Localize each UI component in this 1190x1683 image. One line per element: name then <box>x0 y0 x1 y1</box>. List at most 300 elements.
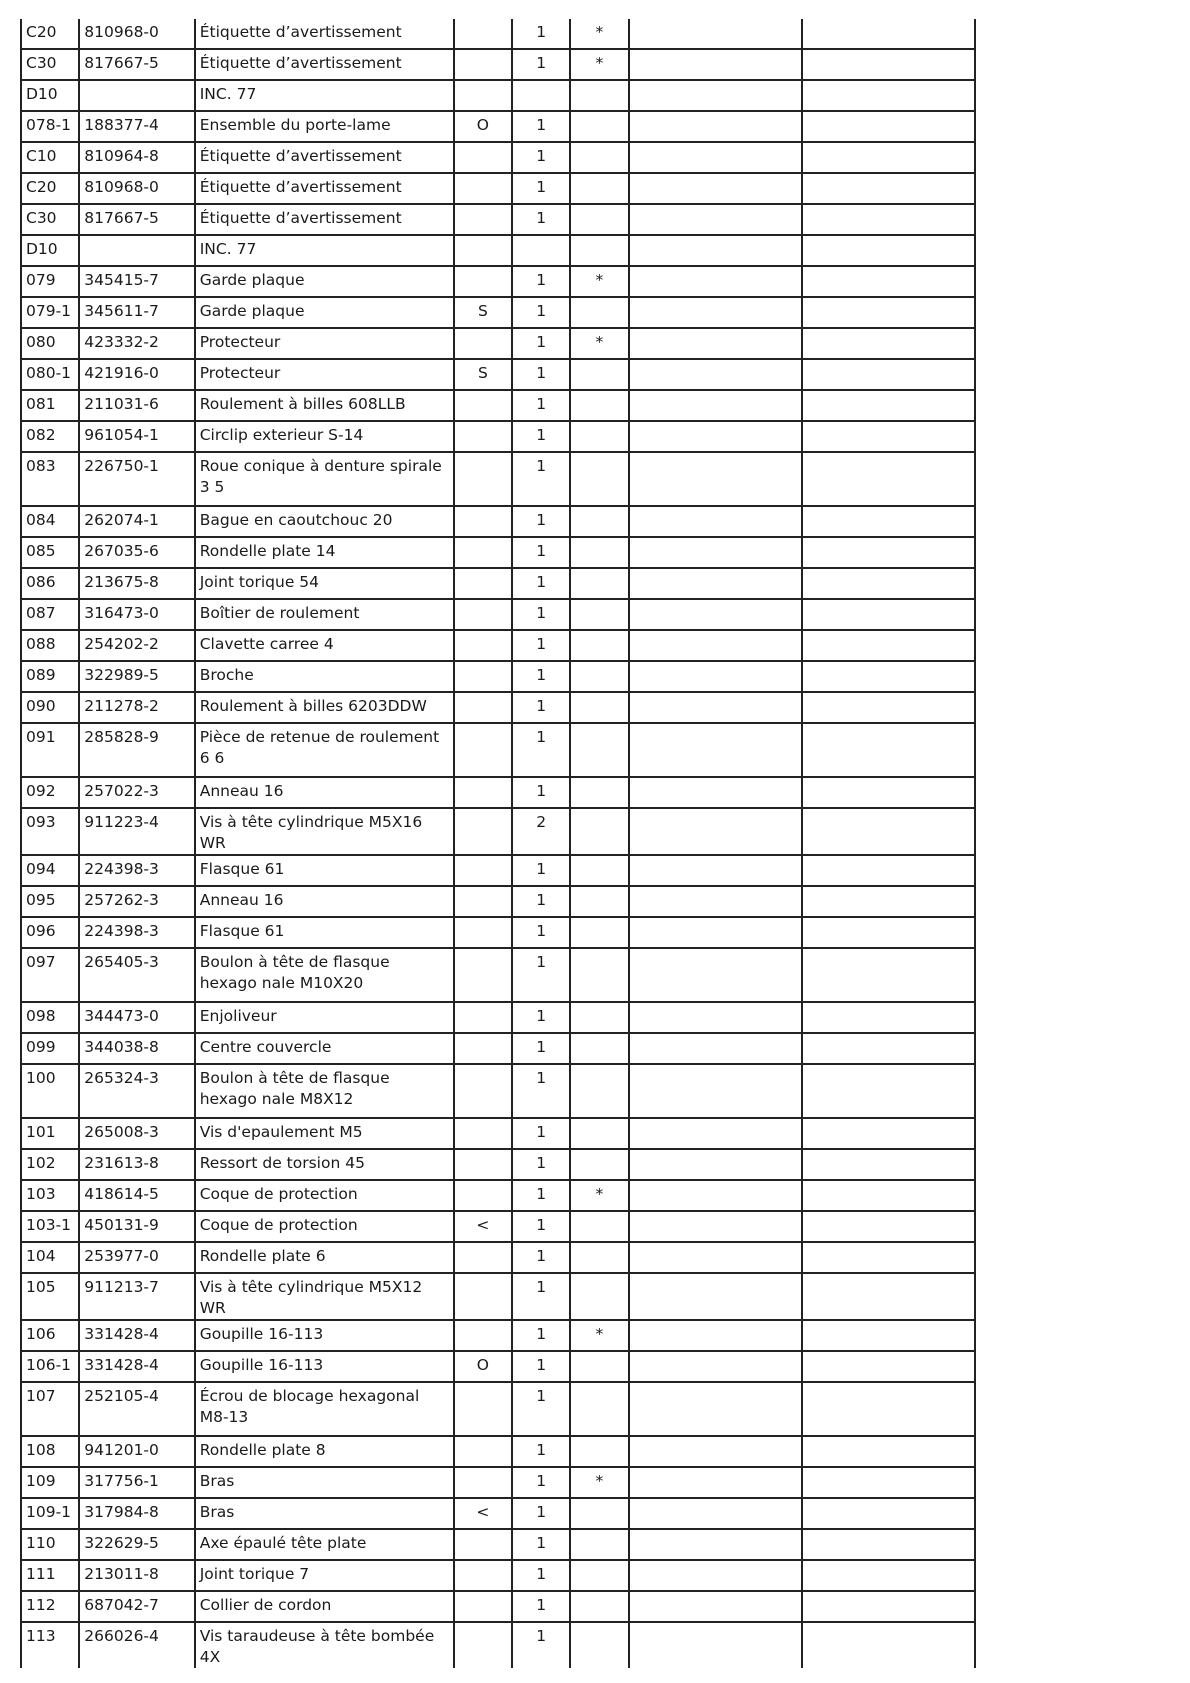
cell-description: Étiquette d’avertissement <box>195 173 454 204</box>
cell-item-number: 092 <box>21 777 79 808</box>
cell-description: Axe épaulé tête plate <box>195 1529 454 1560</box>
cell-part-number <box>79 80 194 111</box>
cell-description: Garde plaque <box>195 297 454 328</box>
cell-part-number: 961054-1 <box>79 421 194 452</box>
cell-description: Garde plaque <box>195 266 454 297</box>
cell-flag <box>454 777 512 808</box>
table-row <box>21 948 975 1002</box>
cell-blank <box>802 692 975 723</box>
table-row <box>21 235 975 266</box>
cell-quantity: 1 <box>512 204 570 235</box>
cell-blank <box>802 297 975 328</box>
cell-note <box>570 855 628 886</box>
cell-part-number <box>79 235 194 266</box>
cell-item-number: 094 <box>21 855 79 886</box>
cell-blank <box>802 948 975 1002</box>
cell-blank <box>802 173 975 204</box>
cell-flag <box>454 173 512 204</box>
cell-item-number: 079 <box>21 266 79 297</box>
cell-blank <box>629 855 803 886</box>
cell-blank <box>629 1498 803 1529</box>
cell-part-number: 941201-0 <box>79 1436 194 1467</box>
table-row <box>21 452 975 506</box>
cell-blank <box>802 1002 975 1033</box>
cell-quantity: 1 <box>512 49 570 80</box>
cell-flag <box>454 1273 512 1320</box>
table-row <box>21 111 975 142</box>
cell-part-number: 213675-8 <box>79 568 194 599</box>
cell-blank <box>802 1242 975 1273</box>
cell-blank <box>802 1560 975 1591</box>
cell-flag <box>454 1180 512 1211</box>
cell-blank <box>629 1351 803 1382</box>
cell-quantity: 1 <box>512 537 570 568</box>
cell-description: Rondelle plate 6 <box>195 1242 454 1273</box>
cell-blank <box>629 173 803 204</box>
cell-flag <box>454 80 512 111</box>
table-row <box>21 328 975 359</box>
table-row <box>21 1436 975 1467</box>
cell-part-number: 316473-0 <box>79 599 194 630</box>
cell-blank <box>629 80 803 111</box>
cell-note <box>570 1498 628 1529</box>
cell-blank <box>629 421 803 452</box>
table-row <box>21 1242 975 1273</box>
cell-description: Ressort de torsion 45 <box>195 1149 454 1180</box>
cell-flag <box>454 1529 512 1560</box>
cell-description: Broche <box>195 661 454 692</box>
cell-flag <box>454 421 512 452</box>
cell-part-number: 418614-5 <box>79 1180 194 1211</box>
cell-description: INC. 77 <box>195 80 454 111</box>
cell-quantity: 1 <box>512 1002 570 1033</box>
cell-quantity: 1 <box>512 1149 570 1180</box>
cell-note <box>570 661 628 692</box>
cell-note <box>570 1118 628 1149</box>
cell-flag <box>454 204 512 235</box>
cell-part-number: 265324-3 <box>79 1064 194 1118</box>
cell-item-number: 081 <box>21 390 79 421</box>
cell-blank <box>629 777 803 808</box>
cell-item-number: 080-1 <box>21 359 79 390</box>
cell-note <box>570 390 628 421</box>
cell-flag: O <box>454 111 512 142</box>
cell-part-number: 817667-5 <box>79 49 194 80</box>
cell-blank <box>629 1467 803 1498</box>
cell-blank <box>629 49 803 80</box>
cell-blank <box>802 630 975 661</box>
cell-blank <box>802 1591 975 1622</box>
cell-blank <box>629 1622 803 1668</box>
cell-item-number: 080 <box>21 328 79 359</box>
cell-part-number: 344038-8 <box>79 1033 194 1064</box>
cell-blank <box>629 1382 803 1436</box>
cell-description: Coque de protection <box>195 1211 454 1242</box>
table-row <box>21 359 975 390</box>
cell-description: Coque de protection <box>195 1180 454 1211</box>
table-row <box>21 390 975 421</box>
cell-note <box>570 1211 628 1242</box>
cell-part-number: 687042-7 <box>79 1591 194 1622</box>
table-row <box>21 1382 975 1436</box>
cell-item-number: 082 <box>21 421 79 452</box>
cell-part-number: 344473-0 <box>79 1002 194 1033</box>
table-row <box>21 80 975 111</box>
table-row <box>21 1033 975 1064</box>
cell-description: Vis d'epaulement M5 <box>195 1118 454 1149</box>
cell-flag <box>454 1467 512 1498</box>
cell-note <box>570 452 628 506</box>
cell-blank <box>802 1529 975 1560</box>
cell-quantity: 1 <box>512 390 570 421</box>
cell-quantity: 1 <box>512 1351 570 1382</box>
cell-quantity: 2 <box>512 808 570 855</box>
cell-item-number: 086 <box>21 568 79 599</box>
cell-quantity: 1 <box>512 506 570 537</box>
cell-part-number: 252105-4 <box>79 1382 194 1436</box>
parts-list-page <box>20 19 976 1668</box>
cell-quantity: 1 <box>512 1180 570 1211</box>
cell-quantity: 1 <box>512 1467 570 1498</box>
cell-item-number: 083 <box>21 452 79 506</box>
cell-quantity: 1 <box>512 948 570 1002</box>
cell-part-number: 224398-3 <box>79 855 194 886</box>
cell-flag <box>454 49 512 80</box>
cell-description: Rondelle plate 8 <box>195 1436 454 1467</box>
cell-quantity: 1 <box>512 19 570 49</box>
cell-blank <box>802 1180 975 1211</box>
cell-item-number: D10 <box>21 80 79 111</box>
cell-quantity: 1 <box>512 1033 570 1064</box>
table-row <box>21 1622 975 1668</box>
cell-part-number: 257022-3 <box>79 777 194 808</box>
cell-description: Flasque 61 <box>195 917 454 948</box>
cell-flag <box>454 661 512 692</box>
cell-part-number: 345611-7 <box>79 297 194 328</box>
cell-flag <box>454 568 512 599</box>
cell-blank <box>802 537 975 568</box>
cell-quantity: 1 <box>512 1242 570 1273</box>
cell-note <box>570 111 628 142</box>
cell-item-number: 102 <box>21 1149 79 1180</box>
cell-description: Écrou de blocage hexagonal M8-13 <box>195 1382 454 1436</box>
cell-description: Boulon à tête de flasque hexago nale M8X12 <box>195 1064 454 1118</box>
cell-description: Goupille 16-113 <box>195 1351 454 1382</box>
cell-note <box>570 1242 628 1273</box>
cell-blank <box>802 1273 975 1320</box>
table-row <box>21 1467 975 1498</box>
cell-quantity: 1 <box>512 328 570 359</box>
cell-item-number: 079-1 <box>21 297 79 328</box>
cell-blank <box>629 19 803 49</box>
cell-blank <box>629 886 803 917</box>
cell-blank <box>802 1382 975 1436</box>
cell-part-number: 317984-8 <box>79 1498 194 1529</box>
cell-blank <box>629 1118 803 1149</box>
cell-note: * <box>570 1467 628 1498</box>
cell-blank <box>802 855 975 886</box>
cell-note <box>570 1002 628 1033</box>
cell-blank <box>629 568 803 599</box>
cell-description: INC. 77 <box>195 235 454 266</box>
cell-description: Étiquette d’avertissement <box>195 49 454 80</box>
cell-flag <box>454 917 512 948</box>
cell-flag <box>454 537 512 568</box>
cell-blank <box>802 1149 975 1180</box>
cell-flag <box>454 235 512 266</box>
cell-item-number: 089 <box>21 661 79 692</box>
cell-quantity: 1 <box>512 630 570 661</box>
table-row <box>21 917 975 948</box>
cell-part-number: 450131-9 <box>79 1211 194 1242</box>
cell-part-number: 224398-3 <box>79 917 194 948</box>
cell-flag <box>454 1591 512 1622</box>
cell-quantity: 1 <box>512 886 570 917</box>
table-row <box>21 1529 975 1560</box>
table-row <box>21 1560 975 1591</box>
cell-blank <box>629 204 803 235</box>
cell-note <box>570 599 628 630</box>
cell-item-number: 091 <box>21 723 79 777</box>
cell-part-number: 265008-3 <box>79 1118 194 1149</box>
cell-blank <box>802 723 975 777</box>
cell-blank <box>629 661 803 692</box>
cell-quantity: 1 <box>512 1382 570 1436</box>
cell-item-number: 108 <box>21 1436 79 1467</box>
cell-quantity: 1 <box>512 661 570 692</box>
cell-blank <box>629 359 803 390</box>
cell-quantity: 1 <box>512 723 570 777</box>
cell-flag <box>454 1320 512 1351</box>
table-row <box>21 855 975 886</box>
cell-description: Enjoliveur <box>195 1002 454 1033</box>
table-row <box>21 266 975 297</box>
cell-blank <box>629 537 803 568</box>
cell-quantity: 1 <box>512 692 570 723</box>
cell-note <box>570 506 628 537</box>
cell-description: Protecteur <box>195 328 454 359</box>
cell-note <box>570 1622 628 1668</box>
cell-blank <box>629 948 803 1002</box>
cell-note <box>570 917 628 948</box>
cell-blank <box>629 1211 803 1242</box>
cell-blank <box>629 1033 803 1064</box>
cell-blank <box>802 49 975 80</box>
cell-item-number: 106 <box>21 1320 79 1351</box>
cell-flag <box>454 452 512 506</box>
cell-quantity: 1 <box>512 266 570 297</box>
cell-part-number: 253977-0 <box>79 1242 194 1273</box>
cell-flag <box>454 390 512 421</box>
cell-blank <box>629 1591 803 1622</box>
cell-description: Rondelle plate 14 <box>195 537 454 568</box>
cell-blank <box>629 506 803 537</box>
cell-note <box>570 1436 628 1467</box>
table-row <box>21 808 975 855</box>
cell-quantity: 1 <box>512 359 570 390</box>
cell-description: Roulement à billes 608LLB <box>195 390 454 421</box>
cell-quantity: 1 <box>512 855 570 886</box>
cell-blank <box>802 204 975 235</box>
cell-item-number: C20 <box>21 173 79 204</box>
cell-note: * <box>570 328 628 359</box>
cell-part-number: 331428-4 <box>79 1351 194 1382</box>
cell-description: Vis taraudeuse à tête bombée 4X <box>195 1622 454 1668</box>
cell-description: Étiquette d’avertissement <box>195 204 454 235</box>
cell-part-number: 188377-4 <box>79 111 194 142</box>
cell-part-number: 211031-6 <box>79 390 194 421</box>
cell-blank <box>629 235 803 266</box>
cell-part-number: 254202-2 <box>79 630 194 661</box>
cell-description: Joint torique 54 <box>195 568 454 599</box>
cell-note <box>570 80 628 111</box>
cell-description: Bras <box>195 1498 454 1529</box>
cell-part-number: 810964-8 <box>79 142 194 173</box>
table-row <box>21 1591 975 1622</box>
table-row <box>21 297 975 328</box>
cell-blank <box>629 1560 803 1591</box>
cell-flag <box>454 506 512 537</box>
cell-note <box>570 886 628 917</box>
table-row <box>21 142 975 173</box>
cell-item-number: 096 <box>21 917 79 948</box>
cell-part-number: 267035-6 <box>79 537 194 568</box>
cell-item-number: 101 <box>21 1118 79 1149</box>
cell-item-number: 090 <box>21 692 79 723</box>
cell-blank <box>629 266 803 297</box>
cell-blank <box>802 886 975 917</box>
cell-description: Anneau 16 <box>195 777 454 808</box>
cell-description: Protecteur <box>195 359 454 390</box>
cell-quantity: 1 <box>512 173 570 204</box>
cell-note <box>570 173 628 204</box>
table-row <box>21 1149 975 1180</box>
cell-part-number: 345415-7 <box>79 266 194 297</box>
table-row <box>21 1273 975 1320</box>
cell-flag <box>454 1436 512 1467</box>
cell-flag <box>454 1382 512 1436</box>
cell-flag: O <box>454 1351 512 1382</box>
cell-blank <box>629 142 803 173</box>
cell-part-number: 285828-9 <box>79 723 194 777</box>
cell-blank <box>629 1149 803 1180</box>
cell-note <box>570 359 628 390</box>
cell-flag <box>454 1622 512 1668</box>
cell-description: Joint torique 7 <box>195 1560 454 1591</box>
cell-flag <box>454 19 512 49</box>
cell-part-number: 817667-5 <box>79 204 194 235</box>
cell-flag: S <box>454 297 512 328</box>
cell-blank <box>802 421 975 452</box>
cell-part-number: 211278-2 <box>79 692 194 723</box>
cell-note <box>570 297 628 328</box>
cell-blank <box>802 1320 975 1351</box>
cell-note <box>570 1273 628 1320</box>
cell-blank <box>802 1467 975 1498</box>
cell-description: Clavette carree 4 <box>195 630 454 661</box>
table-row <box>21 568 975 599</box>
cell-item-number: 100 <box>21 1064 79 1118</box>
cell-note <box>570 1529 628 1560</box>
cell-item-number: 109-1 <box>21 1498 79 1529</box>
cell-item-number: C30 <box>21 49 79 80</box>
table-row <box>21 1002 975 1033</box>
cell-quantity: 1 <box>512 297 570 328</box>
cell-quantity: 1 <box>512 1064 570 1118</box>
cell-blank <box>802 1064 975 1118</box>
cell-flag <box>454 948 512 1002</box>
table-row <box>21 886 975 917</box>
cell-flag <box>454 142 512 173</box>
cell-flag <box>454 630 512 661</box>
cell-part-number: 911223-4 <box>79 808 194 855</box>
table-row <box>21 723 975 777</box>
cell-quantity: 1 <box>512 1498 570 1529</box>
cell-part-number: 226750-1 <box>79 452 194 506</box>
cell-blank <box>802 19 975 49</box>
cell-flag <box>454 723 512 777</box>
cell-note <box>570 235 628 266</box>
cell-note <box>570 1560 628 1591</box>
cell-quantity: 1 <box>512 1211 570 1242</box>
cell-description: Roue conique à denture spirale 3 5 <box>195 452 454 506</box>
cell-item-number: 106-1 <box>21 1351 79 1382</box>
cell-description: Circlip exterieur S-14 <box>195 421 454 452</box>
cell-description: Bras <box>195 1467 454 1498</box>
cell-part-number: 262074-1 <box>79 506 194 537</box>
table-row <box>21 1180 975 1211</box>
table-row <box>21 537 975 568</box>
cell-part-number: 423332-2 <box>79 328 194 359</box>
cell-blank <box>629 297 803 328</box>
cell-item-number: 099 <box>21 1033 79 1064</box>
cell-quantity: 1 <box>512 917 570 948</box>
cell-description: Flasque 61 <box>195 855 454 886</box>
cell-blank <box>802 266 975 297</box>
cell-note <box>570 777 628 808</box>
table-row <box>21 1064 975 1118</box>
cell-quantity: 1 <box>512 1320 570 1351</box>
cell-description: Centre couvercle <box>195 1033 454 1064</box>
cell-blank <box>629 1242 803 1273</box>
cell-quantity: 1 <box>512 1560 570 1591</box>
parts-table-body <box>21 19 975 1668</box>
cell-part-number: 213011-8 <box>79 1560 194 1591</box>
cell-flag <box>454 1033 512 1064</box>
cell-blank <box>629 599 803 630</box>
cell-description: Roulement à billes 6203DDW <box>195 692 454 723</box>
cell-flag <box>454 1242 512 1273</box>
cell-blank <box>802 506 975 537</box>
cell-description: Collier de cordon <box>195 1591 454 1622</box>
cell-note <box>570 808 628 855</box>
cell-part-number: 421916-0 <box>79 359 194 390</box>
cell-quantity: 1 <box>512 421 570 452</box>
table-row <box>21 1211 975 1242</box>
cell-blank <box>629 111 803 142</box>
cell-note <box>570 142 628 173</box>
cell-blank <box>629 1529 803 1560</box>
cell-note <box>570 1591 628 1622</box>
cell-item-number: 110 <box>21 1529 79 1560</box>
cell-blank <box>629 723 803 777</box>
cell-part-number: 911213-7 <box>79 1273 194 1320</box>
table-row <box>21 661 975 692</box>
cell-part-number: 322629-5 <box>79 1529 194 1560</box>
cell-item-number: C10 <box>21 142 79 173</box>
cell-note: * <box>570 1320 628 1351</box>
cell-note <box>570 948 628 1002</box>
